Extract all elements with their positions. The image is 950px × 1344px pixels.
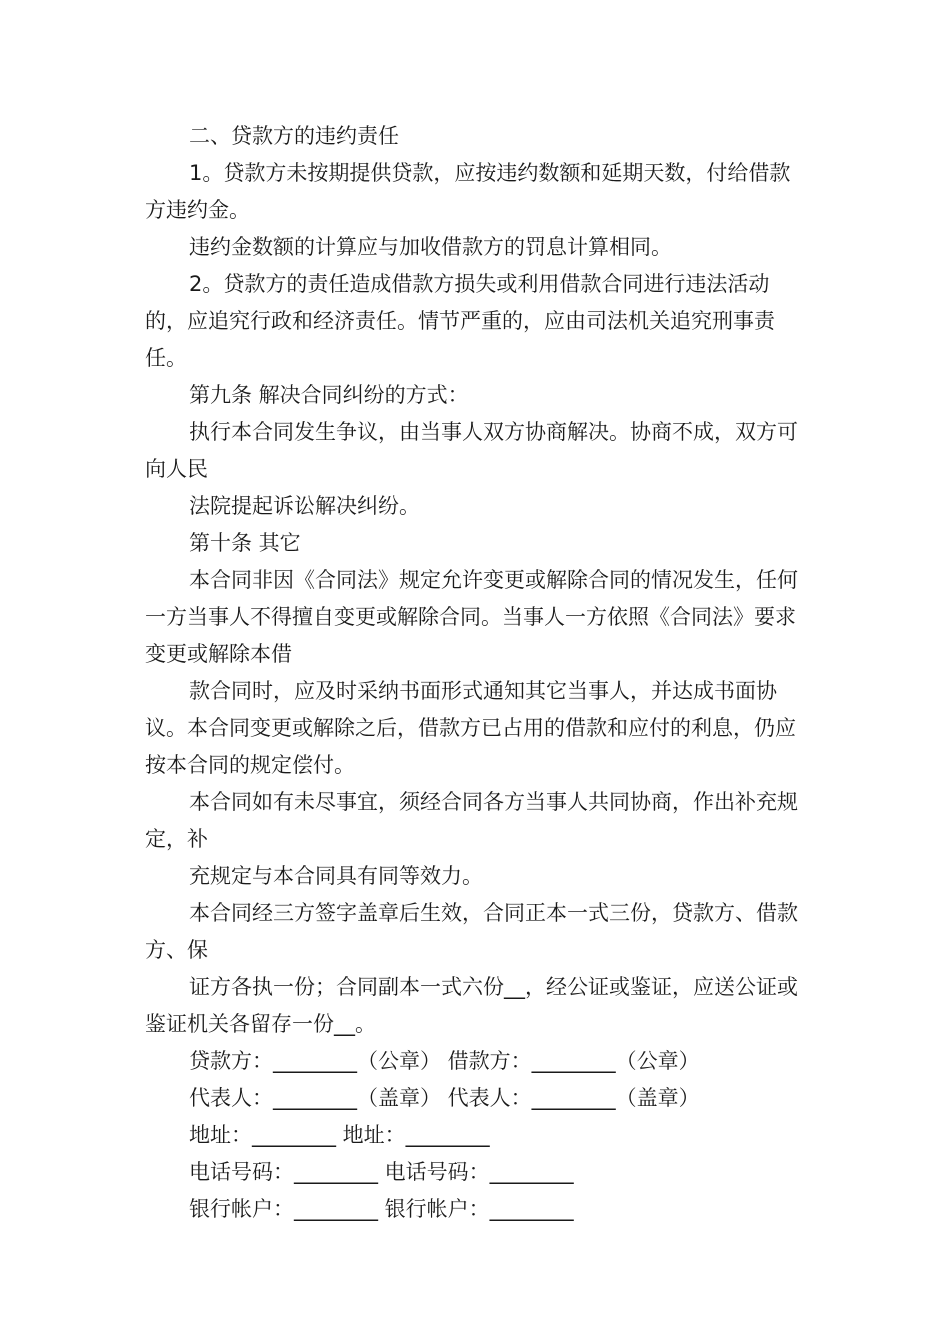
article-heading: 第十条 其它	[189, 531, 301, 555]
article-heading: 第九条 解决合同纠纷的方式：	[189, 383, 469, 407]
signature-line-phone: 电话号码：________ 电话号码：________	[189, 1160, 574, 1184]
paragraph: 执行本合同发生争议，由当事人双方协商解决。协商不成，双方可向人民	[145, 420, 798, 481]
paragraph: 本合同经三方签字盖章后生效，合同正本一式三份，贷款方、借款方、保	[145, 901, 798, 962]
paragraph: 法院提起诉讼解决纠纷。	[189, 494, 420, 518]
paragraph: 款合同时，应及时采纳书面形式通知其它当事人，并达成书面协议。本合同变更或解除之后，借款方已占用的借款和应付的利息，仍应按本合同的规定偿付。	[145, 679, 796, 777]
signature-line-lender-borrower: 贷款方：________（公章） 借款方：________（公章）	[189, 1049, 700, 1073]
paragraph: 违约金数额的计算应与加收借款方的罚息计算相同。	[189, 235, 672, 259]
paragraph: 充规定与本合同具有同等效力。	[189, 864, 483, 888]
section-heading: 二、贷款方的违约责任	[189, 124, 399, 148]
document-body	[145, 118, 810, 1228]
signature-line-representative: 代表人：________（盖章） 代表人：________（盖章）	[189, 1086, 700, 1110]
paragraph: 2。贷款方的责任造成借款方损失或利用借款合同进行违法活动的，应追究行政和经济责任。情节严重的，应由司法机关追究刑事责任。	[145, 272, 775, 370]
paragraph: 本合同如有未尽事宜，须经合同各方当事人共同协商，作出补充规定，补	[145, 790, 798, 851]
signature-line-address: 地址：________ 地址：________	[189, 1123, 490, 1147]
paragraph: 本合同非因《合同法》规定允许变更或解除合同的情况发生，任何一方当事人不得擅自变更或解除合同。当事人一方依照《合同法》要求变更或解除本借	[145, 568, 798, 666]
signature-line-bank-account: 银行帐户：________ 银行帐户：________	[189, 1197, 574, 1221]
paragraph: 1。贷款方未按期提供贷款，应按违约数额和延期天数，付给借款方违约金。	[145, 161, 791, 222]
paragraph: 证方各执一份；合同副本一式六份__，经公证或鉴证，应送公证或鉴证机关各留存一份__。	[145, 975, 798, 1036]
